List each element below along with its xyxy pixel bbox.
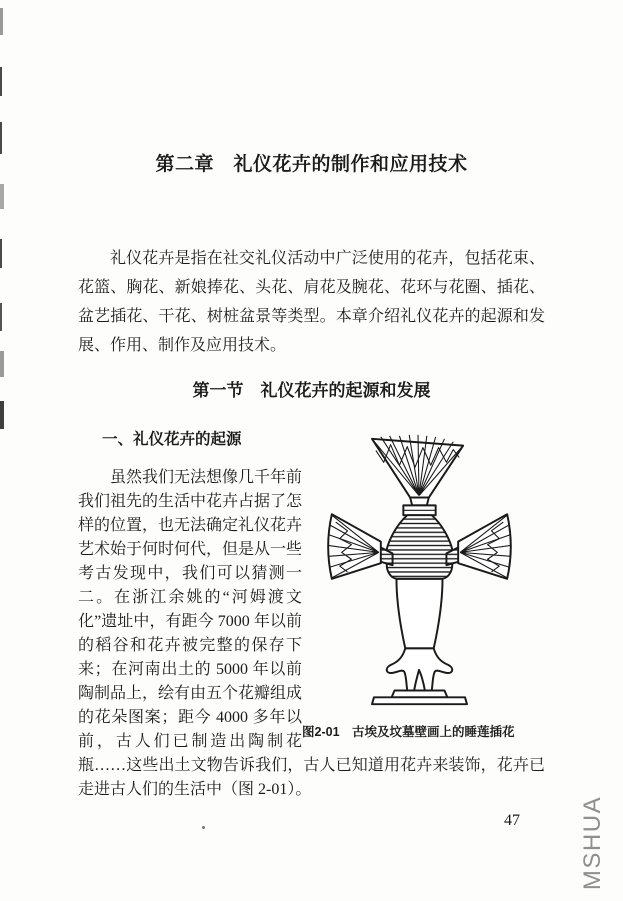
egyptian-lotus-vase-drawing [316,429,522,713]
chapter-title: 第二章 礼仪花卉的制作和应用技术 [155,154,468,175]
scan-artifact-mark [0,122,2,154]
scan-speck [202,826,205,829]
scan-artifact-mark [0,351,4,377]
scan-artifact-mark [0,303,2,331]
scan-artifact-mark [0,401,4,429]
section-title: 第一节 礼仪花卉的起源和发展 [192,381,431,400]
scan-artifact-mark [0,184,4,209]
page-number: 47 [504,812,520,829]
scan-artifact-mark [0,67,2,96]
subsection-title: 一、礼仪花卉的起源 [102,431,242,448]
body-paragraph: 虽然我们无法想像几千年前我们祖先的生活中花卉占据了怎样的位置，也无法确定礼仪花卉艺术始于何时何代，但是从一些考古发现中，我们可以猜测一二。在浙江余姚的“河姆渡文化”遗址中，有距今 7000 年以前的稻谷和花卉被完整的保存下来；在河南出土的 5000 年以前陶制品上，绘有由五个花瓣组成的花朵图案；距今 4000 多年以前，古人们已制造出陶制花瓶……这些出土文物告诉我们，古人已知道用花卉来装饰，花卉已走进古人们的生活中（图 2-01）。 [78,469,545,798]
scan-artifact-mark [0,239,2,268]
scan-artifact-mark [0,8,3,35]
section-body [78,429,545,802]
figure-2-01 [302,429,535,740]
watermark-text: MSHUA [578,795,606,891]
chapter-intro-paragraph: 礼仪花卉是指在社交礼仪活动中广泛使用的花卉，包括花束、花篮、胸花、新娘捧花、头花、肩花及腕花、花环与花圈、插花、盆艺插花、干花、树桩盆景等类型。本章介绍礼仪花卉的起源和发展、作用、制作及应用技术。 [78,250,545,354]
page-content [0,152,623,830]
figure-caption: 图2-01 古埃及坟墓壁画上的睡莲插花 [302,725,515,739]
